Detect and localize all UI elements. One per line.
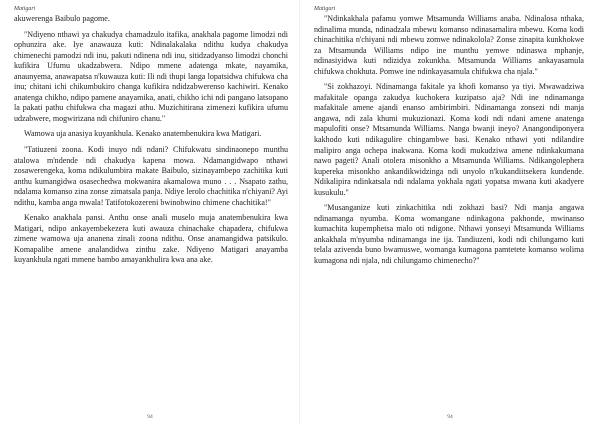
- right-page-body: [314, 14, 584, 267]
- paragraph: akuwerenga Baibulo pagome.: [14, 14, 110, 23]
- right-page: [300, 0, 600, 424]
- paragraph: Kenako anakhala pansi. Anthu onse anali muselo muja anatembenukira kwa Matigari, ndipo ankayembekezera kuti awauza chinachake chapadera, chifukwa zimene wamowa uja ananena zinali zoona ndithu. Onse anamangidwa patsikulo. Komapalibe amene analandidwa zinthu zake. Ndiyeno Matigari anayamba kuyankhula ngati mmene bambo amayankhulira kwa ana ake.: [14, 213, 288, 265]
- paragraph: "Ndinkakhala pafamu yomwe Mtsamunda Williams anaba. Ndinalosa nthaka, ndinalima munda, ndinadzala mbewu komanso ndinasamalira mbewu. Koma kodi chinachitika n'chiyani ndi mbewu zomwe ndinakolola? Zonse zinapita kunkhokwe za Mtsamunda Williams ndipo ine munthu yemwe ndinaswa mphanje, ndinasiyidwa kuti ndizidya zokunkha. Mtsamunda Williams ankayasamula chifukwa chokhuta. Pomwe ine ndinkayasamula chifukwa cha njala.": [314, 14, 584, 76]
- paragraph: "Tatiuzeni zoona. Kodi inuyo ndi ndani? Chifukwatu sindinaonepo munthu atalowa m'ndende ndi chakudya kapena mowa. Ndamangidwapo nthawi zosawerengeka, koma ndikulumbira makate Baibulo, sizinayambepo zachitika kuti anthu kumangidwa osasechedwa mokwanira akamalowa muno . . . Nsapato zathu, ndalama komanso zina zonse zimatsala panja. Ndiye lerolo chachitika n'chiyani? Ayi ndithu, kamba anga mwala! Tatifotokozereni bwinobwino chimene chachitika!": [14, 145, 288, 207]
- left-page-body: [14, 14, 288, 266]
- page-number: 94: [447, 414, 453, 420]
- paragraph: "Si zokhazoyi. Ndinamanga fakitale ya khofi komanso ya tiyi. Mwawadziwa mafakitale opanga zakudya kuchokera kuzipatso aja? Ndi ine ndinamanga mafakitale amene ajandi enanso ambirimbiri. Ndinamanga zonsezi ndi manja angawa, ndi zala khumi mukuzionazi. Koma kodi ndi ndani amene anatenga mapulofiti onse? Mtsamunda Williams. Nanga bwanji ineyo? Anangondiponyera kakhodo kuti ndikagulire chingambwe basi. Kenako nthawi yoti ndilandire malipiro anga ochepa inakwana. Koma kodi mukudziwa amene ndinkakumana nawo pageti? Anali otolera misonkho a Mtsamunda Williams. Ndikangolephera kupereka misonkho ankandikwidzinga ndi unyolo n'kukandiitsekera kundende. Ndikalipira ndinkatsala ndi ndalama yokhala ngati yopatsa mwana kuti akadyere kusukulu.": [314, 82, 584, 197]
- page-number: 94: [147, 414, 153, 420]
- running-header: Matigari: [314, 6, 336, 12]
- paragraph: "Musanganize kuti zinkachitika ndi zokhazi basi? Ndi manja angawa ndinamanga nyumba. Koma womangane ndinkagona pakhonde, mwinanso kumachita kupemphetsa malo oti ndigone. Nthawi yonseyi Mtsamunda Williams ankakhala m'nyumba ndinamanga ine ija. Tandiuzeni, kodi ndi chilungamo kuti telala azivenda buno bwamuswe, womanga kumagona pamtetete komanso wolima kumagona ndi njala, ndi chilungamo chimenecho?": [314, 203, 584, 266]
- running-header: Matigari: [14, 6, 36, 12]
- paragraph: "Ndiyeno nthawi ya chakudya chamadzulo itafika, anakhala pagome limodzi ndi ophunzira ake. Iye anawauza kuti: Ndinalakalaka ndithu kudya chakudya chimenechi pamodzi ndi inu, pakuti ndinena ndi inu, sitidzadyanso limodzi chonchi kufikira Ufumu ukadzabwera. Ndipo mmene adatenga mkate, nayamika, anaunyema, anawapatsa n'kuwauza kuti: Ili ndi thupi langa lopatsidwa chifukwa cha inu; chitani ichi chikumbukiro changa kufikira ndidzabwerenso kachiwiri. Kenako anatenga chikho, ndipo pamene anayamika, anati, chikho ichi ndi pangano latsopano la pakati pathu chifukwa cha magazi athu. Muzichitirana zimenezi kufikira ufumu udzabwere, mogwirizana ndi chifuniro chanu.": [14, 29, 288, 123]
- paragraph: Wamowa uja anasiya kuyankhula. Kenako anatembenukira kwa Matigari.: [24, 129, 262, 139]
